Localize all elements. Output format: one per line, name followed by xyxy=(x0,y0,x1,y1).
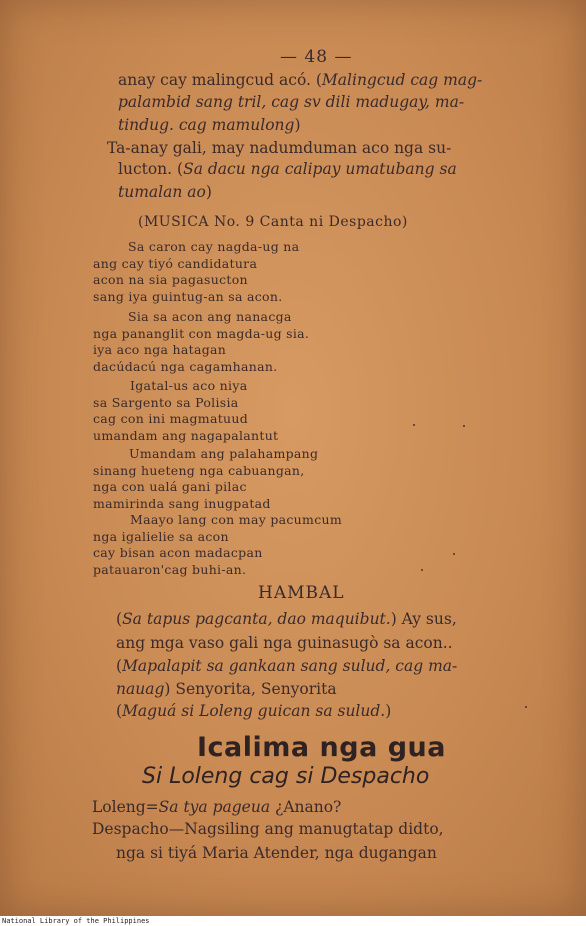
ink-speck xyxy=(421,569,423,571)
song-line: cag con ini magmatuud xyxy=(93,411,249,426)
text-run: Despacho—Nagsiling ang manugtatap didto, xyxy=(92,820,444,838)
song-line: Sia sa acon ang nanacga xyxy=(128,309,292,324)
song-line: sinang hueteng nga cabuangan, xyxy=(93,462,305,478)
text-run: ¿Anano? xyxy=(270,798,342,816)
scene-title: Icalima nga gua xyxy=(197,732,446,763)
dialogue-line xyxy=(92,820,444,838)
ink-speck xyxy=(453,553,455,555)
ink-speck xyxy=(525,706,527,708)
paragraph-line xyxy=(116,702,391,720)
ink-speck xyxy=(463,425,465,427)
song-line: Maayo lang con may pacumcum xyxy=(130,512,342,527)
song-line: nga igalielie sa acon xyxy=(93,528,229,544)
song-line: Igatal-us aco niya xyxy=(130,378,248,393)
text-run: ) xyxy=(205,183,212,201)
page-number: — 48 — xyxy=(280,47,353,67)
song-line: umandam ang nagapalantut xyxy=(93,427,279,443)
song-line: cay bisan acon madacpan xyxy=(93,545,263,560)
text-run: ) Ay sus, xyxy=(390,610,457,628)
ink-speck xyxy=(413,424,415,426)
text-run: lucton. ( xyxy=(118,160,184,178)
paragraph-line xyxy=(116,610,457,628)
paragraph-line xyxy=(107,139,451,157)
song-line: dacúdacú nga cagamhanan. xyxy=(93,358,278,374)
dialogue-line xyxy=(116,844,437,862)
dialogue-line xyxy=(92,798,341,816)
footer-credit: National Library of the Philippines xyxy=(2,917,150,925)
song-line: sang iya guintug-an sa acon. xyxy=(93,288,283,304)
musica-heading: (MUSICA No. 9 Canta ni Despacho) xyxy=(138,214,408,230)
song-line: iya aco nga hatagan xyxy=(93,342,227,357)
text-run: ( xyxy=(116,610,123,628)
paragraph-line xyxy=(118,93,464,111)
song-line: ang cay tiyó candidatura xyxy=(93,255,258,271)
paragraph-line xyxy=(116,657,457,675)
song-line: mamirinda sang inugpatad xyxy=(93,495,271,511)
italic-run: tindug. cag mamulong xyxy=(118,116,295,134)
italic-run: Maguá si Loleng guican sa sulud. xyxy=(122,702,386,720)
italic-run: nauag xyxy=(116,680,165,698)
italic-run: Sa tapus pagcanta, dao maquibut. xyxy=(122,610,391,628)
italic-run: Mapalapit sa gankaan sang sulud, cag ma- xyxy=(122,657,458,675)
paragraph-line xyxy=(118,183,212,201)
text-run: anay cay malingcud acó. ( xyxy=(118,71,322,89)
text-run: Ta-anay gali, may nadumduman aco nga su- xyxy=(107,139,452,157)
text-run: ( xyxy=(116,657,123,675)
italic-run: tumalan ao xyxy=(118,183,206,201)
scene-subtitle: Si Loleng cag si Despacho xyxy=(142,764,430,789)
text-run: ) Senyorita, Senyorita xyxy=(164,680,337,698)
song-line: sa Sargento sa Polisia xyxy=(93,394,239,410)
italic-run: Malingcud cag mag- xyxy=(321,71,483,89)
text-run: ) xyxy=(385,702,392,720)
song-line: nga pananglit con magda-ug sia. xyxy=(93,325,310,341)
text-run: Loleng= xyxy=(92,798,159,816)
paragraph-line xyxy=(116,680,337,698)
text-run: nga si tiyá Maria Atender, nga dugangan xyxy=(116,844,437,862)
text-run: ( xyxy=(116,702,123,720)
song-line: Sa caron cay nagda-ug na xyxy=(128,239,300,254)
paragraph-line xyxy=(118,71,482,89)
text-run: ) xyxy=(294,116,301,134)
song-line: Umandam ang palahampang xyxy=(129,446,319,461)
paragraph-line xyxy=(118,160,457,178)
paragraph-line xyxy=(116,634,453,652)
italic-run: palambid sang tril, cag sv dili madugay, ma- xyxy=(118,93,465,111)
italic-run: Sa dacu nga calipay umatubang sa xyxy=(183,160,457,178)
song-line: patauaron'cag buhi-an. xyxy=(93,561,247,577)
paragraph-line xyxy=(118,116,301,134)
song-line: nga con ualá gani pilac xyxy=(93,479,247,494)
song-line: acon na sia pagasucton xyxy=(93,272,248,287)
text-run: ang mga vaso gali nga guinasugò sa acon.. xyxy=(116,634,453,652)
italic-run: Sa tya pageua xyxy=(158,798,271,816)
hambal-heading: HAMBAL xyxy=(258,583,345,603)
